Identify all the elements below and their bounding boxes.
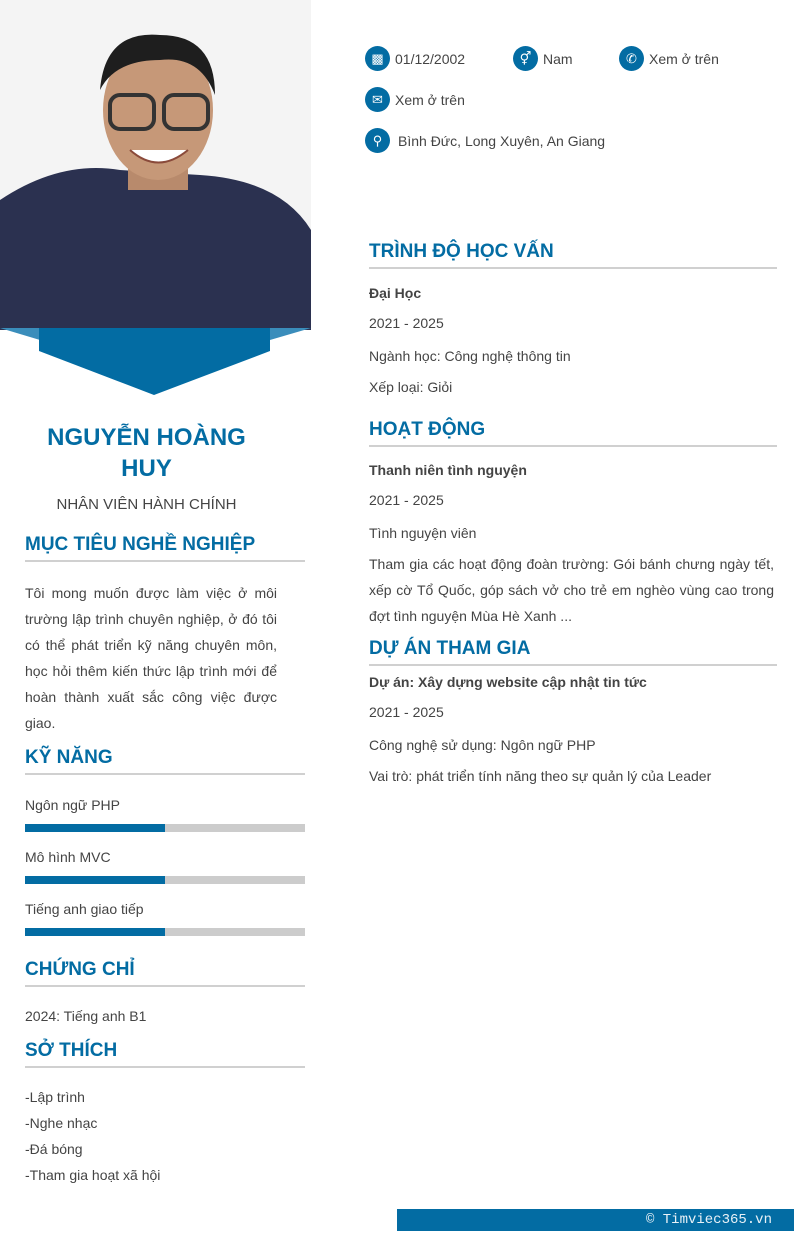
education-major: Ngành học: Công nghệ thông tin xyxy=(369,348,571,364)
activity-description: Tham gia các hoạt động đoàn trường: Gói bánh chưng ngày tết, xếp cờ Tổ Quốc, góp sách vở cho trẻ em nghèo vùng cao trong đợt tình nguyện Mùa Hè Xanh ... xyxy=(369,556,774,624)
hobby-item: -Lập trình xyxy=(25,1089,85,1105)
skill-name: Mô hình MVC xyxy=(25,849,111,865)
skill-bar xyxy=(25,876,305,884)
skills-heading: KỸ NĂNG xyxy=(25,747,305,775)
email-value: Xem ở trên xyxy=(395,92,465,108)
profile-photo xyxy=(0,0,311,330)
hobby-item: -Nghe nhạc xyxy=(25,1115,98,1131)
activities-heading: HOẠT ĐỘNG xyxy=(369,419,777,447)
project-role: Vai trò: phát triển tính năng theo sự quản lý của Leader xyxy=(369,768,712,784)
objective-heading: MỤC TIÊU NGHỀ NGHIỆP xyxy=(25,534,305,562)
certificate-item: 2024: Tiếng anh B1 xyxy=(25,1008,147,1024)
gender-value: Nam xyxy=(543,51,573,67)
phone-value: Xem ở trên xyxy=(649,51,719,67)
skill-name: Ngôn ngữ PHP xyxy=(25,797,120,813)
skill-bar-fill xyxy=(25,928,165,936)
skill-bar xyxy=(25,928,305,936)
skill-bar xyxy=(25,824,305,832)
project-name: Dự án: Xây dựng website cập nhật tin tức xyxy=(369,674,647,690)
hobby-item: -Tham gia hoạt xã hội xyxy=(25,1167,161,1183)
activity-organization: Thanh niên tình nguyện xyxy=(369,462,527,478)
gender-icon: ⚥ xyxy=(513,46,538,71)
birthday-cake-icon: ▩ xyxy=(365,46,390,71)
education-grade: Xếp loại: Giỏi xyxy=(369,379,453,395)
candidate-position: NHÂN VIÊN HÀNH CHÍNH xyxy=(56,496,237,513)
candidate-name: NGUYỄN HOÀNG HUY xyxy=(47,424,246,482)
address-value: Bình Đức, Long Xuyên, An Giang xyxy=(398,133,606,149)
email-icon: ✉ xyxy=(365,87,390,112)
activity-role: Tình nguyện viên xyxy=(369,525,477,541)
objective-text: Tôi mong muốn được làm việc ở môi trường lập trình chuyên nghiệp, ở đó tôi có thể phát triển kỹ năng chuyên môn, học hỏi thêm kiến thức lập trình mới để hoàn thành xuất sắc công việc được giao. xyxy=(25,585,277,731)
hobby-item: -Đá bóng xyxy=(25,1141,83,1157)
projects-heading: DỰ ÁN THAM GIA xyxy=(369,638,777,666)
skill-bar-fill xyxy=(25,824,165,832)
footer-watermark: © Timviec365.vn xyxy=(397,1209,794,1231)
skill-name: Tiếng anh giao tiếp xyxy=(25,901,144,917)
certificates-heading: CHỨNG CHỈ xyxy=(25,959,305,987)
education-school: Đại Học xyxy=(369,285,422,301)
education-heading: TRÌNH ĐỘ HỌC VẤN xyxy=(369,241,777,269)
phone-icon: ✆ xyxy=(619,46,644,71)
activity-period: 2021 - 2025 xyxy=(369,492,444,508)
project-period: 2021 - 2025 xyxy=(369,704,444,720)
skill-bar-fill xyxy=(25,876,165,884)
birthday-value: 01/12/2002 xyxy=(395,51,466,67)
education-period: 2021 - 2025 xyxy=(369,315,444,331)
project-technology: Công nghệ sử dụng: Ngôn ngữ PHP xyxy=(369,737,596,753)
header-chevron-decoration xyxy=(0,328,311,396)
map-location-icon: ⚲ xyxy=(365,128,390,153)
hobbies-heading: SỞ THÍCH xyxy=(25,1040,305,1068)
